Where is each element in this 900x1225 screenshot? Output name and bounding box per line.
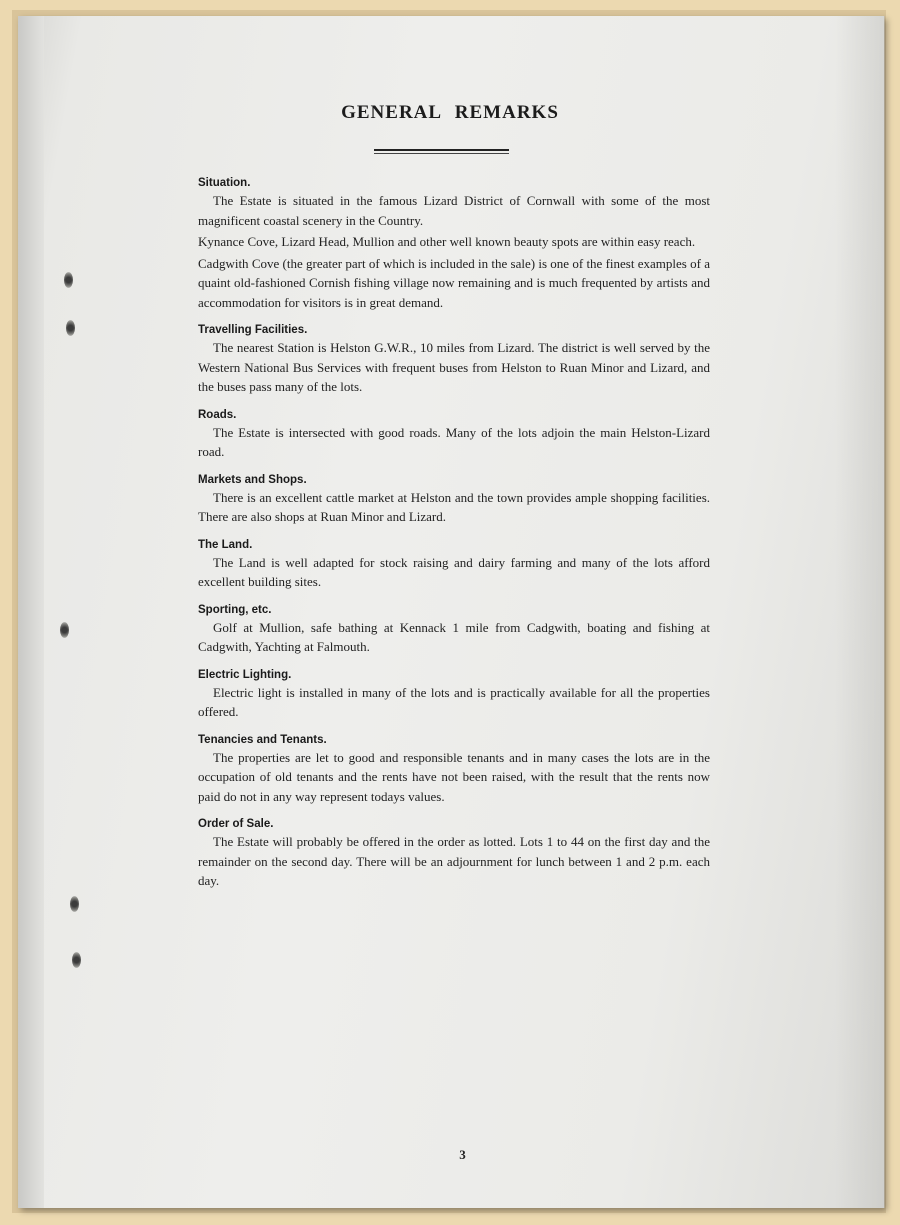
page-number: 3: [459, 1147, 466, 1162]
section-order-of-sale: [198, 816, 710, 891]
punch-hole-mark: [60, 622, 69, 638]
section-tenancies-and-tenants: [198, 732, 710, 807]
section-heading: Tenancies and Tenants.: [198, 733, 327, 746]
section-heading: The Land.: [198, 538, 253, 551]
section-heading: Electric Lighting.: [198, 668, 292, 681]
paragraph: The nearest Station is Helston G.W.R., 10 miles from Lizard. The district is well served by the Western National Bus Services with frequent buses from Helston to Ruan Minor and Lizard, and the buses pass many of the lots.: [198, 340, 710, 394]
paragraph: There is an excellent cattle market at Helston and the town provides ample shopping facilities. There are also shops at Ruan Minor and Lizard.: [198, 489, 710, 524]
punch-hole-mark: [72, 952, 81, 968]
paragraph: Cadgwith Cove (the greater part of which is included in the sale) is one of the finest examples of a quaint old-fashioned Cornish fishing village now remaining and is much frequented by artists and accommodation for visitors is in great demand.: [198, 255, 710, 310]
page-title: GENERAL REMARKS: [341, 102, 559, 123]
title-underline-thin: [374, 153, 509, 154]
section-heading: Situation.: [198, 177, 251, 189]
punch-hole-mark: [70, 896, 79, 912]
title-underline: [374, 149, 509, 151]
section-electric-lighting: [198, 667, 710, 722]
paragraph: The Land is well adapted for stock raising and dairy farming and many of the lots afford excellent building sites.: [198, 554, 710, 589]
punch-hole-mark: [66, 320, 75, 336]
section-heading: Travelling Facilities.: [198, 324, 308, 336]
paragraph: The properties are let to good and responsible tenants and in many cases the lots are in the occupation of old tenants and the rents have not been raised, with the result that the rents now paid do not in any way represent todays values.: [198, 749, 710, 804]
paragraph: The Estate is situated in the famous Lizard District of Cornwall with some of the most magnificent coastal scenery in the Country.: [198, 193, 710, 228]
paragraph: The Estate is intersected with good roads. Many of the lots adjoin the main Helston-Lizard road.: [198, 424, 710, 459]
section-situation: [198, 175, 710, 312]
section-roads: [198, 407, 710, 462]
page-fold-shadow: [835, 16, 885, 1208]
paragraph: Golf at Mullion, safe bathing at Kennack 1 mile from Cadgwith, boating and fishing at Cadgwith, Yachting at Falmouth.: [198, 619, 710, 654]
paragraph: Kynance Cove, Lizard Head, Mullion and other well known beauty spots are within easy reach.: [198, 234, 696, 249]
punch-hole-mark: [64, 272, 73, 288]
paragraph: Electric light is installed in many of the lots and is practically available for all the properties offered.: [198, 684, 710, 719]
section-the-land: [198, 537, 710, 592]
section-heading: Sporting, etc.: [198, 603, 272, 616]
section-sporting: [198, 602, 710, 657]
section-travelling-facilities: [198, 322, 710, 397]
paragraph: The Estate will probably be offered in the order as lotted. Lots 1 to 44 on the first day and the remainder on the second day. There will be an adjournment for lunch between 1 and 2 p.m. each day.: [198, 834, 710, 888]
section-heading: Roads.: [198, 408, 237, 421]
page-left-edge: [18, 16, 44, 1208]
section-heading: Markets and Shops.: [198, 473, 307, 486]
section-markets-and-shops: [198, 472, 710, 527]
document-body: [198, 175, 710, 893]
section-heading: Order of Sale.: [198, 818, 274, 830]
